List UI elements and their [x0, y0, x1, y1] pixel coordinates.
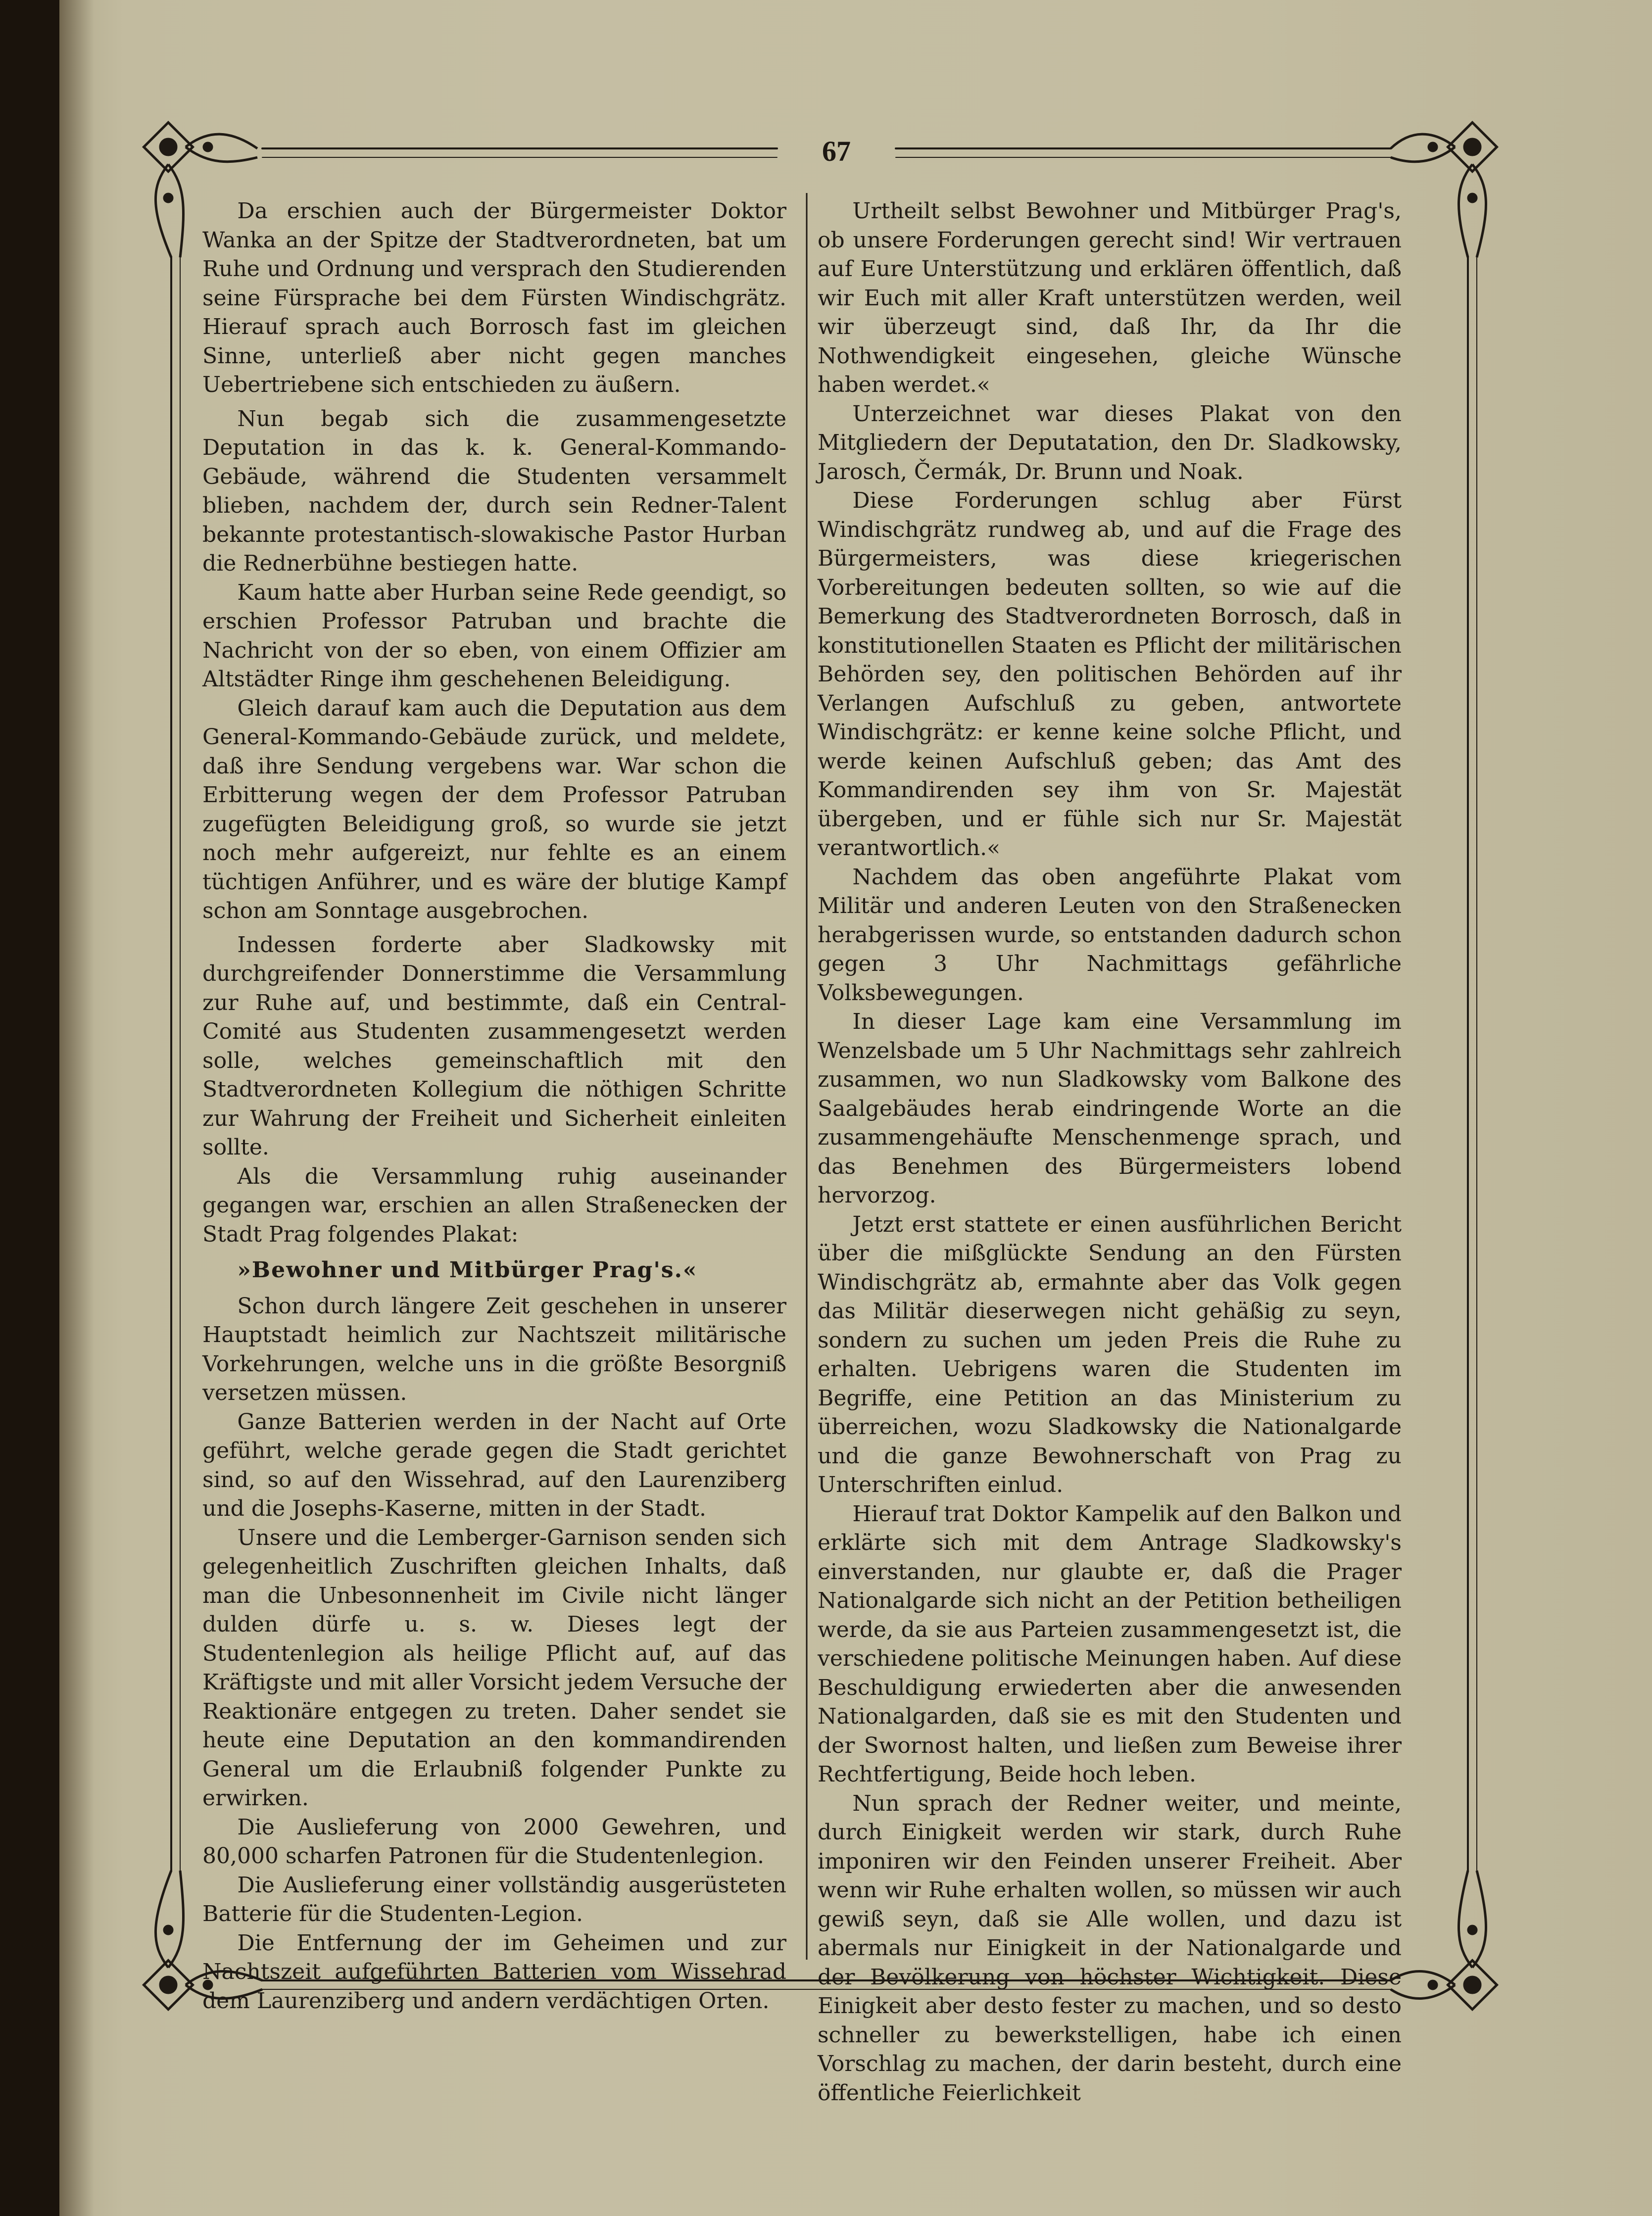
paragraph: Jetzt erst stattete er einen ausführlichen Bericht über die mißglückte Sendung an den Fürsten Windischgrätz ab, ermahnte aber das Volk gegen das Militär dieserwegen nicht gehäßig zu seyn, sondern zu suchen um jeden Preis die Ruhe zu erhalten. Uebrigens waren die Studenten im Begriffe, eine Petition an das Ministerium zu überreichen, wozu Sladkowsky die Nationalgarde und die ganze Bewohnerschaft von Prag zu Unterschriften einlud.	[818, 1211, 1402, 1497]
paragraph: Die Entfernung der im Geheimen und zur Nachtszeit aufgeführten Batterien vom Wissehrad dem Laurenziberg und andern verdächtigen Orten.	[202, 1930, 786, 2014]
book-page	[59, 0, 1652, 2216]
paragraph: Die Auslieferung von 2000 Gewehren, und 80,000 scharfen Patronen für die Studentenlegion.	[202, 1814, 786, 1869]
right-column	[818, 197, 1402, 2108]
paragraph: Nun sprach der Redner weiter, und meinte, durch Einigkeit werden wir stark, durch Ruhe imponiren wir den Feinden unserer Freiheit. Aber wenn wir Ruhe erhalten wollen, so müssen wir auch gewiß seyn, daß sie Alle wollen, und dazu ist abermals nur Einigkeit in der Nationalgarde und der Bevölkerung von höchster Wichtigkeit. Diese Einigkeit aber desto fester zu machen, und so desto schneller zu bewerkstelligen, habe ich einen Vorschlag zu machen, der darin besteht, durch eine öffentliche Feierlichkeit	[818, 1790, 1402, 2106]
paragraph: Diese Forderungen schlug aber Fürst Windischgrätz rundweg ab, und auf die Frage des Bürgermeisters, was diese kriegerischen Vorbereitungen bedeuten sollten, so wie auf die Bemerkung des Stadtverordneten Borrosch, daß in konstitutionellen Staaten es Pflicht der militärischen Behörden sey, den politischen Behörden auf ihr Verlangen Aufschluß zu geben, antwortete Windischgrätz: er kenne keine solche Pflicht, und werde keinen Aufschluß geben; das Amt des Kommandirenden sey ihm von Sr. Majestät übergeben, und er fühle sich nur Sr. Majestät verantwortlich.«	[818, 488, 1402, 861]
paragraph: Ganze Batterien werden in der Nacht auf Orte geführt, welche gerade gegen die Stadt gerichtet sind, so auf den Wissehrad, auf den Laurenziberg und die Josephs-Kaserne, mitten in der Stadt.	[202, 1409, 786, 1521]
paragraph: Schon durch längere Zeit geschehen in unserer Hauptstadt heimlich zur Nachtszeit militärische Vorkehrungen, welche uns in die größte Besorgniß versetzen müssen.	[202, 1293, 786, 1405]
paragraph: Da erschien auch der Bürgermeister Doktor Wanka an der Spitze der Stadtverordneten, bat um Ruhe und Ordnung und versprach den Studierenden seine Fürsprache bei dem Fürsten Windischgrätz. Hierauf sprach auch Borrosch fast im gleichen Sinne, unterließ aber nicht gegen manches Uebertriebene sich entschieden zu äußern.	[202, 198, 786, 397]
paragraph: Indessen forderte aber Sladkowsky mit durchgreifender Donnerstimme die Versammlung zur Ruhe auf, und bestimmte, daß ein Central-Comité aus Studenten zusammengesetzt werden solle, welches gemeinschaftlich mit den Stadtverordneten Kollegium die nöthigen Schritte zur Wahrung der Freiheit und Sicherheit einleiten sollte.	[202, 932, 786, 1160]
paragraph: Als die Versammlung ruhig auseinander gegangen war, erschien an allen Straßenecken der Stadt Prag folgendes Plakat:	[202, 1163, 786, 1247]
corner-ornament-bottom-right	[1391, 1871, 1497, 2009]
paragraph: Unsere und die Lemberger-Garnison senden sich gelegenheitlich Zuschriften gleichen Inhalts, daß man die Unbesonnenheit im Civile nicht länger dulden dürfe u. s. w. Dieses legt der Studentenlegion als heilige Pflicht auf, auf das Kräftigste und mit aller Vorsicht jedem Versuche der Reaktionäre entgegen zu treten. Daher sendet sie heute eine Deputation an den kommandirenden General um die Erlaubniß folgender Punkte zu erwirken.	[202, 1525, 786, 1811]
paragraph: Kaum hatte aber Hurban seine Rede geendigt, so erschien Professor Patruban und brachte die Nachricht von der so eben, von einem Offizier am Altstädter Ringe ihm geschehenen Beleidigung.	[202, 579, 786, 692]
corner-ornament-top-right	[1391, 123, 1497, 257]
placard-heading: »Bewohner und Mitbürger Prag's.«	[237, 1257, 698, 1283]
paragraph: Gleich darauf kam auch die Deputation aus dem General-Kommando-Gebäude zurück, und meldete, daß ihre Sendung vergebens war. War schon die Erbitterung wegen der dem Professor Patruban zugefügten Beleidigung groß, so wurde sie jetzt noch mehr aufgereizt, nur fehlte es an einem tüchtigen Anführer, und es wäre der blutige Kampf schon am Sonntage ausgebrochen.	[202, 695, 786, 923]
paragraph: Die Auslieferung einer vollständig ausgerüsteten Batterie für die Studenten-Legion.	[202, 1872, 786, 1927]
page-number: 67	[822, 135, 851, 167]
paragraph: Unterzeichnet war dieses Plakat von den Mitgliedern der Deputatation, den Dr. Sladkowsky, Jarosch, Čermák, Dr. Brunn und Noak.	[818, 401, 1402, 484]
left-column	[202, 197, 786, 2016]
paragraph: Nun begab sich die zusammengesetzte Deputation in das k. k. General-Kommando-Gebäude, während die Studenten versammelt blieben, nachdem der, durch sein Redner-Talent bekannte protestantisch-slowakische Pastor Hurban die Rednerbühne bestiegen hatte.	[202, 406, 786, 576]
paragraph: Urtheilt selbst Bewohner und Mitbürger Prag's, ob unsere Forderungen gerecht sind! Wir vertrauen auf Eure Unterstützung und erklären öffentlich, daß wir Euch mit aller Kraft unterstützen werden, weil wir überzeugt sind, daß Ihr, da Ihr die Nothwendigkeit eingesehen, gleiche Wünsche haben werdet.«	[818, 198, 1402, 397]
paragraph: Nachdem das oben angeführte Plakat vom Militär und anderen Leuten von den Straßenecken herabgerissen wurde, so entstanden dadurch schon gegen 3 Uhr Nachmittags gefährliche Volksbewegungen.	[818, 864, 1402, 1006]
paragraph: Hierauf trat Doktor Kampelik auf den Balkon und erklärte sich mit dem Antrage Sladkowsky's einverstanden, nur glaubte er, daß die Prager Nationalgarde sich nicht an der Petition betheiligen werde, da sie aus Parteien zusammengesetzt ist, die verschiedene politische Meinungen haben. Auf diese Beschuldigung erwiederten aber die anwesenden Nationalgarden, daß sie es mit den Studenten und der Swornost halten, und ließen zum Beweise ihrer Rechtfertigung, Beide hoch leben.	[818, 1501, 1402, 1787]
paragraph: In dieser Lage kam eine Versammlung im Wenzelsbade um 5 Uhr Nachmittags sehr zahlreich zusammen, wo nun Sladkowsky vom Balkone des Saalgebäudes herab eindringende Worte an die zusammengehäufte Menschenmenge sprach, und das Benehmen des Bürgermeisters lobend hervorzog.	[818, 1009, 1402, 1208]
